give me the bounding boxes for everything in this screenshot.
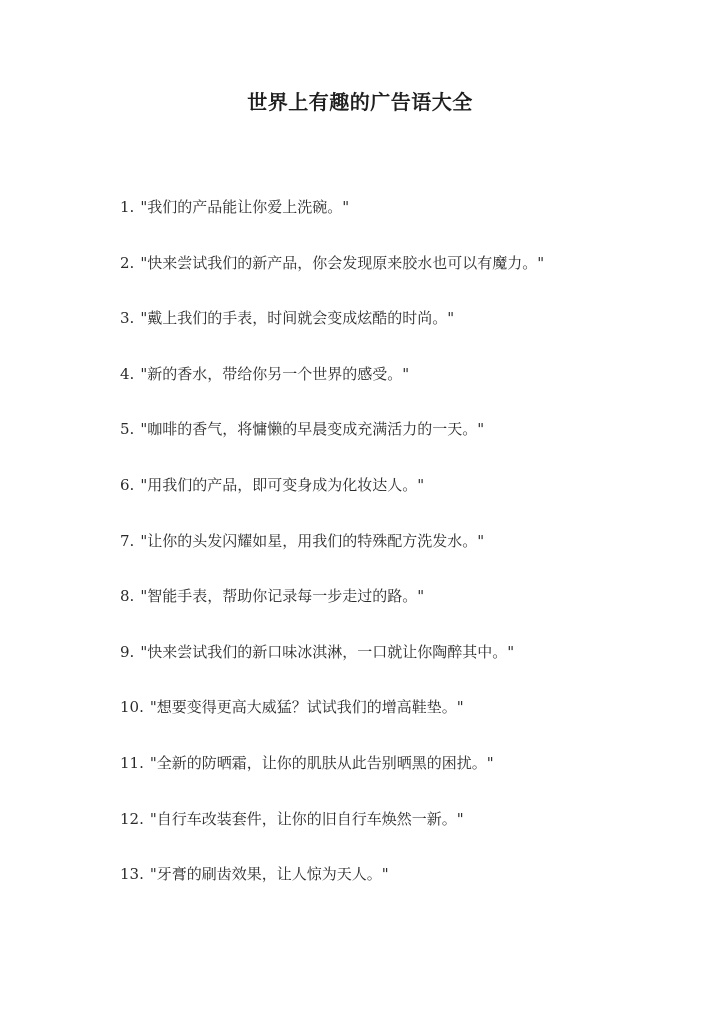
item-number: 9. <box>120 642 135 661</box>
item-text: "自行车改装套件，让你的旧自行车焕然一新。" <box>149 809 464 828</box>
item-number: 1. <box>120 198 135 216</box>
item-number: 7. <box>120 531 135 550</box>
list-item <box>120 696 680 752</box>
item-text: "咖啡的香气，将慵懒的早晨变成充满活力的一天。" <box>140 420 485 439</box>
item-text: "智能手表，帮助你记录每一步走过的路。" <box>140 587 425 606</box>
item-text: "快来尝试我们的新口味冰淇淋，一口就让你陶醉其中。" <box>140 642 515 661</box>
list-item <box>120 196 680 252</box>
item-text: "戴上我们的手表，时间就会变成炫酷的时尚。" <box>140 309 455 328</box>
document-title: 世界上有趣的广告语大全 <box>247 90 473 114</box>
list-item <box>120 307 680 363</box>
item-number: 4. <box>120 364 135 383</box>
list-item <box>120 808 680 864</box>
list-item <box>120 363 680 419</box>
list-item <box>120 641 680 697</box>
item-text: "快来尝试我们的新产品，你会发现原来胶水也可以有魔力。" <box>140 253 545 272</box>
item-number: 13. <box>120 865 144 884</box>
item-number: 2. <box>120 253 135 272</box>
list-item <box>120 585 680 641</box>
item-text: "牙膏的刷齿效果，让人惊为天人。" <box>149 865 389 884</box>
item-number: 8. <box>120 587 135 606</box>
item-number: 5. <box>120 420 135 439</box>
item-number: 6. <box>120 475 135 494</box>
item-text: "用我们的产品，即可变身成为化妆达人。" <box>140 475 425 494</box>
item-text: "全新的防晒霜，让你的肌肤从此告别晒黑的困扰。" <box>149 753 494 772</box>
item-text: "新的香水，带给你另一个世界的感受。" <box>140 364 410 383</box>
item-number: 10. <box>120 698 144 717</box>
list-item <box>120 252 680 308</box>
slogan-list <box>120 196 680 919</box>
item-text: "我们的产品能让你爱上洗碗。" <box>140 198 350 216</box>
list-item <box>120 752 680 808</box>
item-text: "让你的头发闪耀如星，用我们的特殊配方洗发水。" <box>140 531 485 550</box>
item-text: "想要变得更高大威猛？试试我们的增高鞋垫。" <box>149 698 464 717</box>
list-item <box>120 530 680 586</box>
list-item <box>120 863 680 919</box>
list-item <box>120 418 680 474</box>
item-number: 3. <box>120 309 135 328</box>
item-number: 11. <box>120 753 144 772</box>
list-item <box>120 474 680 530</box>
item-number: 12. <box>120 809 144 828</box>
